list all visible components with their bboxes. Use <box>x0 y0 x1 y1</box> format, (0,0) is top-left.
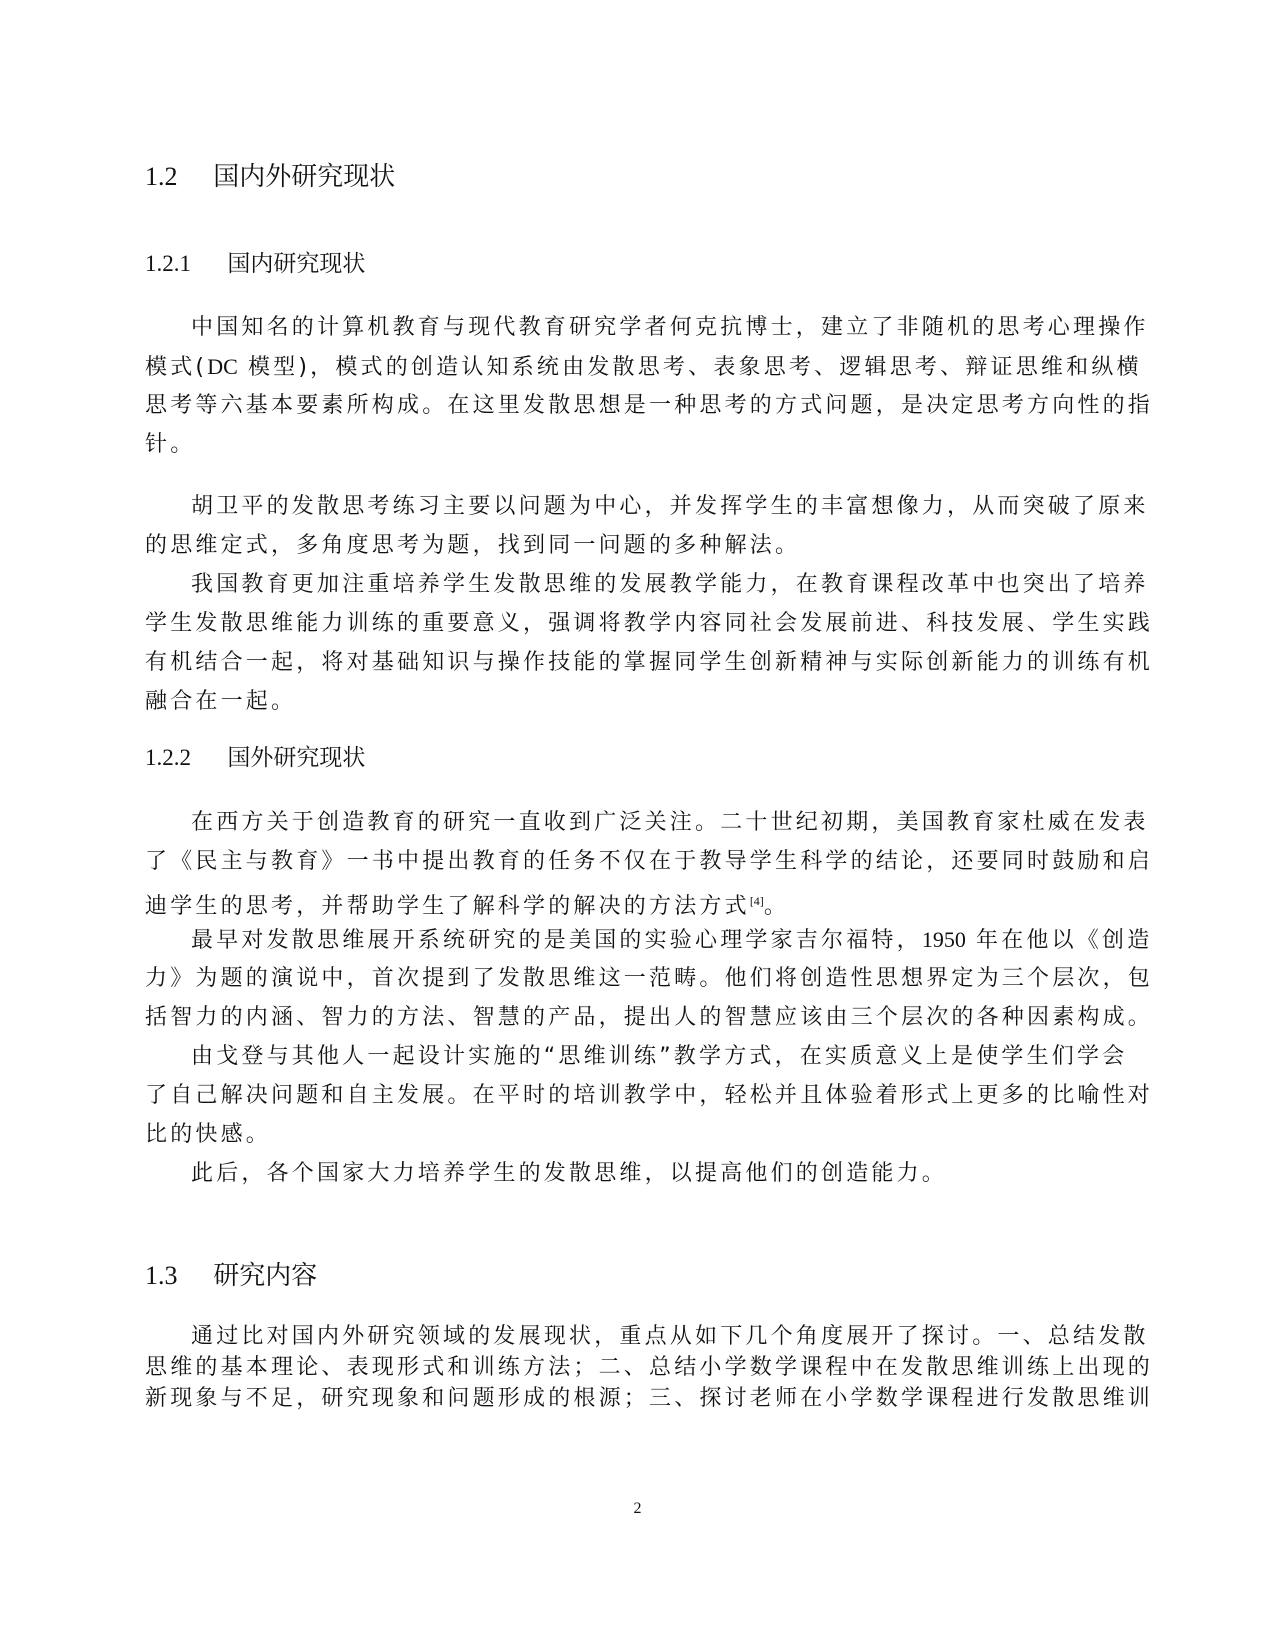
text-line: 力》为题的演说中，首次提到了发散思维这一范畴。他们将创造性思想界定为三个层次，包 <box>145 966 1154 991</box>
section-number: 1.2.1 <box>145 251 191 276</box>
text-line <box>145 352 1145 383</box>
text-line: 括智力的内涵、智力的方法、智慧的产品，提出人的智慧应该由三个层次的各种因素构成。 <box>145 1005 1154 1030</box>
text-fragment: 。 <box>763 894 790 919</box>
section-heading-1-3 <box>145 1259 317 1293</box>
text-fragment: 模 <box>145 355 171 380</box>
text-fragment: 迪学生的思考，并帮助学生了解科学的解决的方法方式 <box>145 894 750 919</box>
text-line: 了自己解决问题和自主发展。在平时的培训教学中，轻松并且体验着形式上更多的比喻性对 <box>145 1083 1154 1108</box>
section-number: 1.2 <box>145 162 178 191</box>
text-line: 此后，各个国家大力培养学生的发散思维，以提高他们的创造能力。 <box>191 1161 948 1186</box>
text-line: 我国教育更加注重培养学生发散思维的发展教学能力，在教育课程改革中也突出了培养 <box>191 572 1149 597</box>
text-line: 了《民主与教育》一书中提出教育的任务不仅在于教导学生科学的结论，还要同时鼓励和启 <box>145 849 1154 874</box>
citation-reference: [4] <box>749 894 764 908</box>
text-fragment: DC <box>207 354 238 379</box>
section-heading-1-2 <box>145 160 395 194</box>
text-fragment: 式( <box>170 355 208 380</box>
text-line: 思考等六基本要素所构成。在这里发散思想是一种思考的方式问题，是决定思考方向性的指 <box>145 393 1154 418</box>
text-line: 比的快感。 <box>145 1122 272 1147</box>
text-line: 思维的基本理论、表现形式和训练方法；二、总结小学数学课程中在发散思维训练上出现的 <box>145 1355 1154 1380</box>
section-title: 国内研究现状 <box>227 251 366 277</box>
section-heading-1-2-1 <box>145 249 365 279</box>
text-line: 通过比对国内外研究领域的发展现状，重点从如下几个角度展开了探讨。一、总结发散 <box>191 1324 1149 1349</box>
section-heading-1-2-2 <box>145 743 365 773</box>
section-number: 1.2.2 <box>145 745 191 770</box>
text-fragment: 年在他以《创造 <box>965 928 1153 953</box>
text-line: 胡卫平的发散思考练习主要以问题为中心，并发挥学生的丰富想像力，从而突破了原来 <box>191 494 1149 519</box>
text-line <box>191 925 1153 956</box>
text-line: 针。 <box>145 432 196 457</box>
text-line: 的思维定式，多角度思考为题，找到同一问题的多种解法。 <box>145 533 801 558</box>
section-title: 国外研究现状 <box>227 745 366 771</box>
text-line: 融合在一起。 <box>145 689 297 714</box>
year-value: 1950 <box>921 927 966 952</box>
page-number: 2 <box>633 1500 642 1517</box>
text-fragment: 最早对发散思维展开系统研究的是美国的实验心理学家吉尔福特， <box>191 928 922 953</box>
text-line: 由戈登与其他人一起设计实施的“思维训练”教学方式，在实质意义上是使学生们学会 <box>191 1044 1128 1069</box>
section-title: 国内外研究现状 <box>213 162 396 192</box>
section-title: 研究内容 <box>213 1261 318 1291</box>
text-line: 有机结合一起，将对基础知识与操作技能的掌握同学生创新精神与实际创新能力的训练有机 <box>145 650 1154 675</box>
text-line: 在西方关于创造教育的研究一直收到广泛关注。二十世纪初期，美国教育家杜威在发表 <box>191 810 1149 835</box>
text-fragment: 模型)，模式的创造认知系统由发散思考、表象思考、逻辑思考、辩证思维和纵横 <box>237 355 1142 380</box>
section-number: 1.3 <box>145 1261 178 1290</box>
text-line: 学生发散思维能力训练的重要意义，强调将教学内容同社会发展前进、科技发展、学生实践 <box>145 611 1154 636</box>
text-line: 中国知名的计算机教育与现代教育研究学者何克抗博士，建立了非随机的思考心理操作 <box>191 315 1149 340</box>
text-line: 新现象与不足，研究现象和问题形成的根源；三、探讨老师在小学数学课程进行发散思维训 <box>145 1386 1154 1411</box>
text-line <box>145 886 1145 922</box>
